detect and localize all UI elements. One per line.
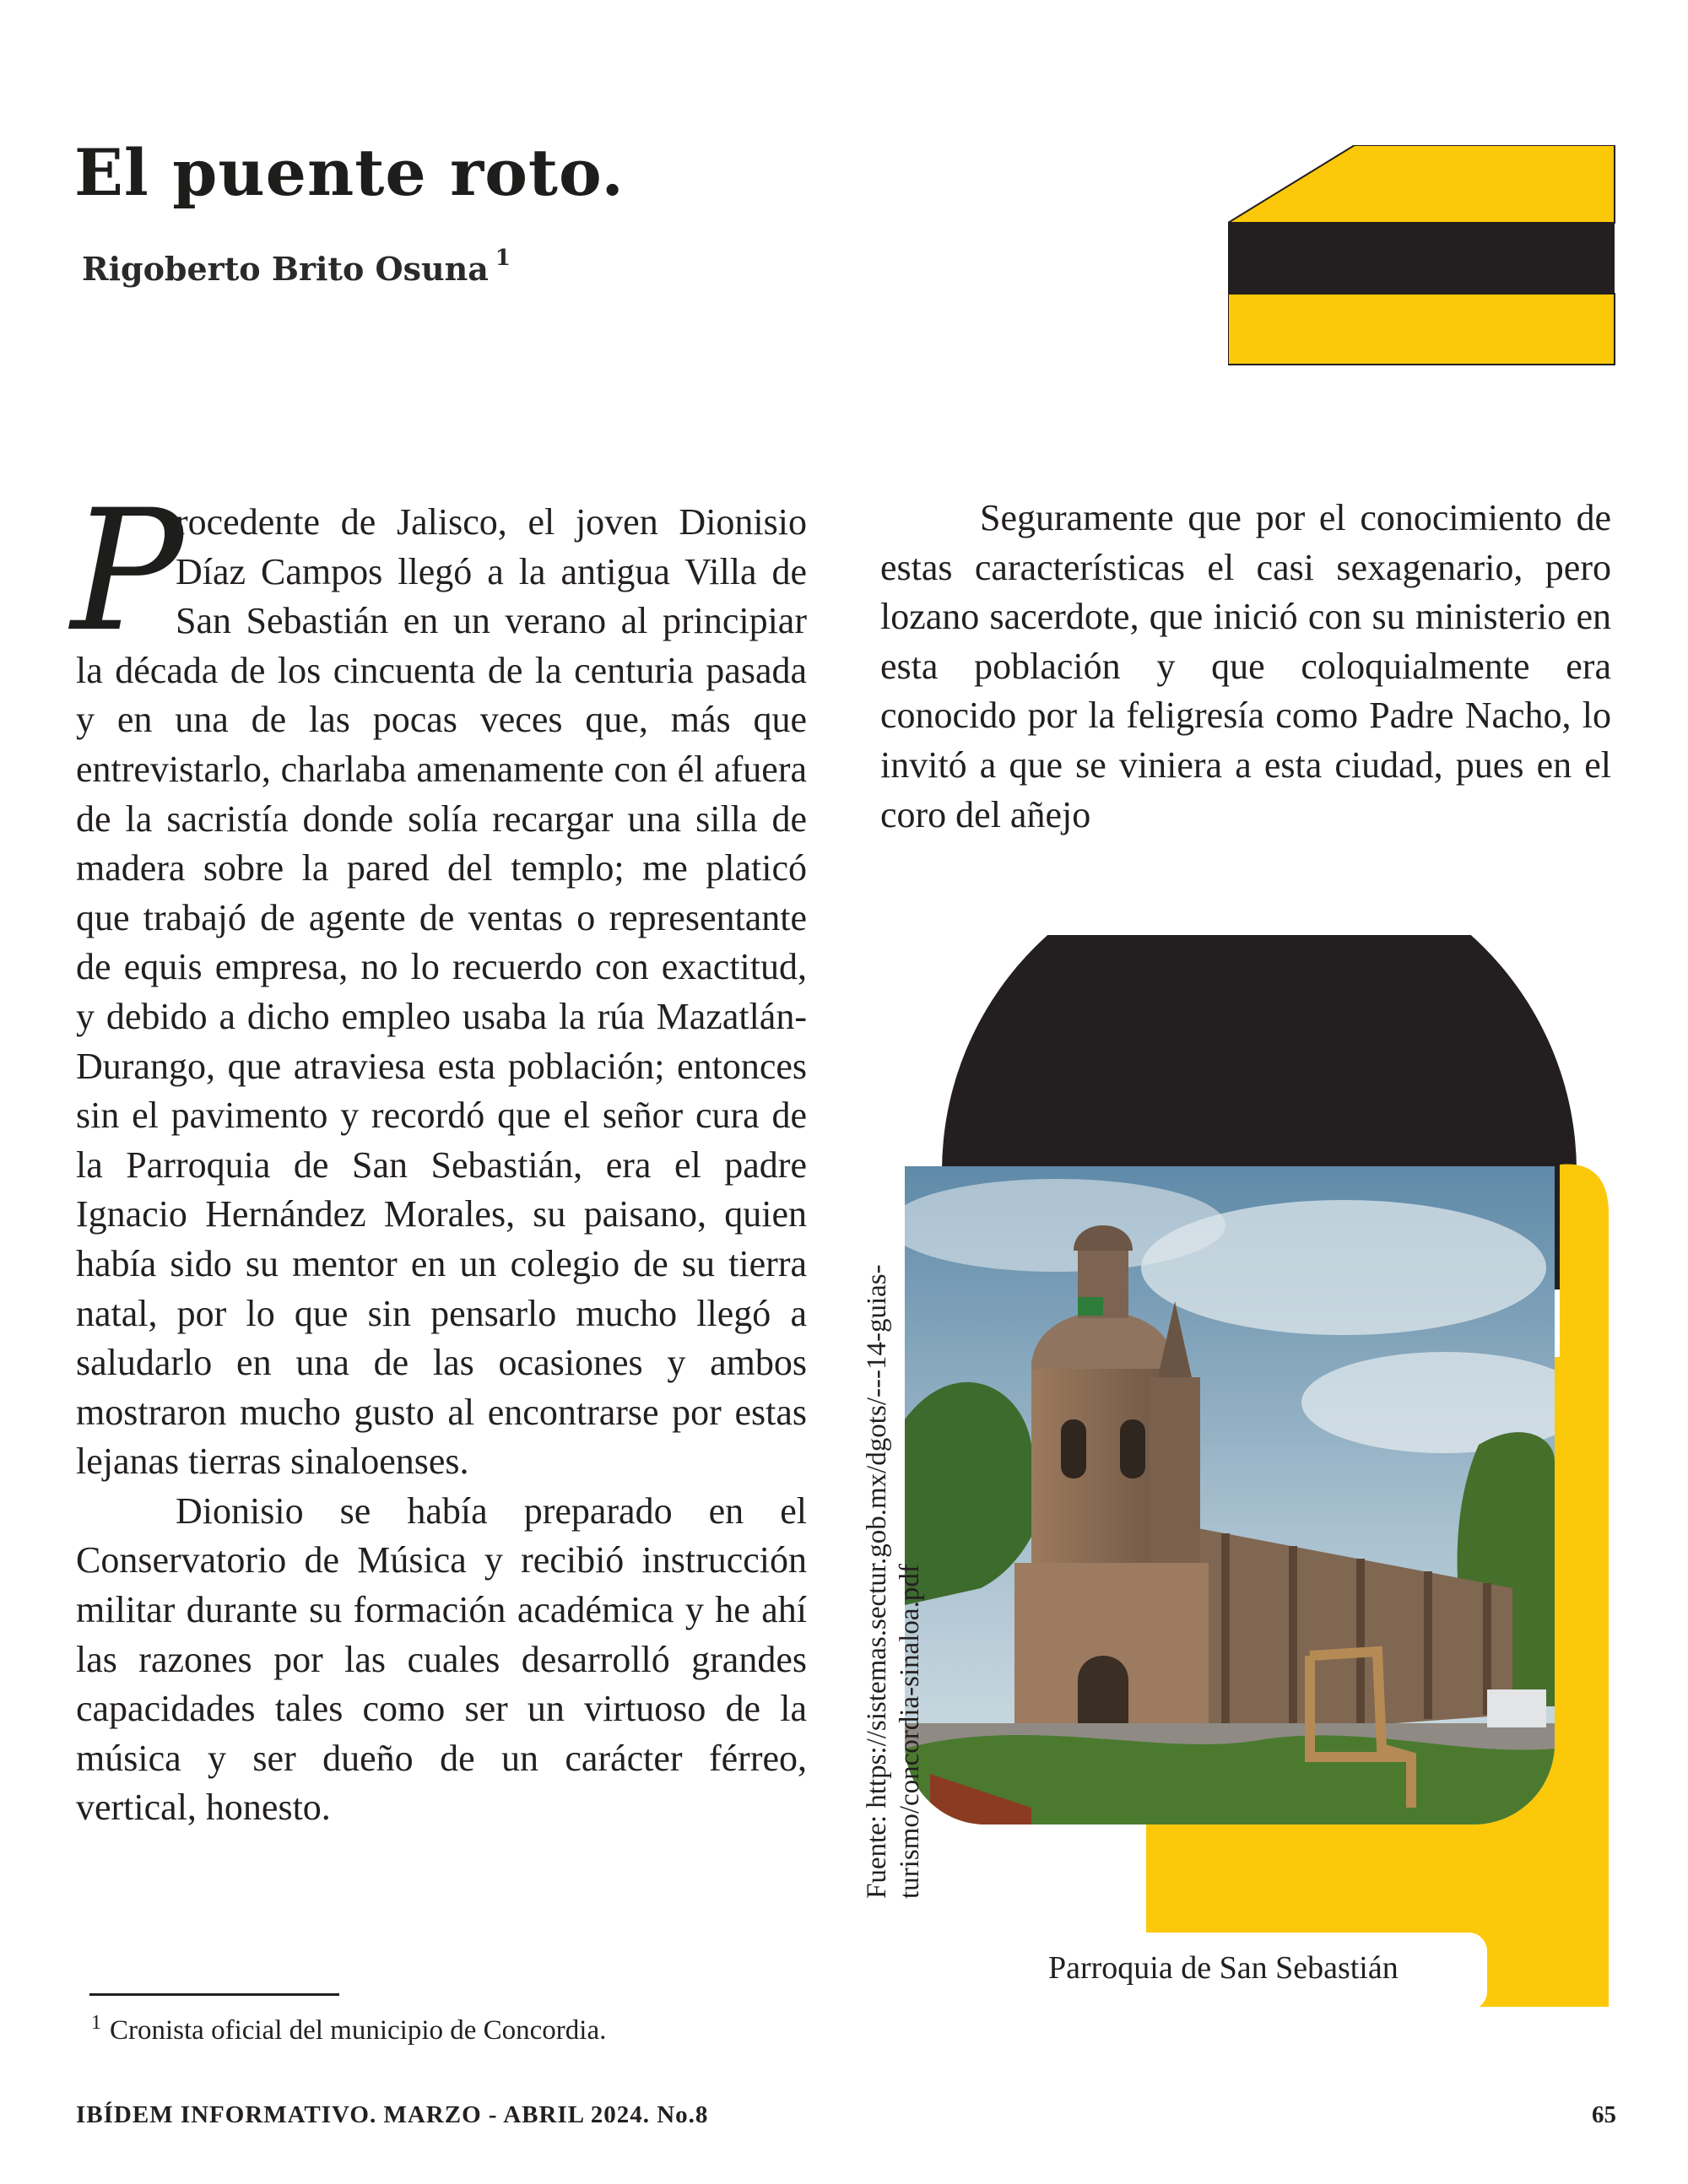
tower-window (1061, 1419, 1086, 1479)
photo-source-credit (861, 1143, 958, 1899)
tower-window (1120, 1419, 1145, 1479)
footnote-divider (89, 1993, 339, 1996)
flag (1078, 1297, 1103, 1316)
page-number: 65 (1592, 2101, 1616, 2128)
footnote-marker: 1 (91, 2012, 101, 2034)
footnote-text: Cronista oficial del municipio de Concordia. (110, 2015, 607, 2046)
source-line: Fuente: https://sistemas.sectur.gob.mx/dgots/---14-guias- (862, 1264, 892, 1899)
publication-footer: IBÍDEM INFORMATIVO. MARZO - ABRIL 2024. No.8 (76, 2101, 709, 2128)
drop-cap: P (71, 473, 184, 668)
article-title: El puente roto. (74, 135, 625, 210)
church-photo (905, 1166, 1555, 1825)
parked-vehicle (1487, 1689, 1546, 1727)
photo-caption: Parroquia de San Sebastián (1048, 1950, 1399, 1986)
church-illustration (905, 1166, 1555, 1825)
paragraph: Dionisio se había preparado en el Conservatorio de Música y recibió instrucción militar durante su formación académica y he ahí las razones por las cuales desarrolló grandes capacidades tales como ser un virtuoso de la música y ser dueño de un carácter férreo, vertical, honesto. (76, 1489, 807, 1829)
paragraph: Seguramente que por el conocimiento de estas características el casi sexagenario, pero lozano sacerdote, que inició con su ministerio en esta población y que coloquialmente era conocido por la feligresía como Padre Nacho, lo invitó a que se viniera a esta ciudad, pues en el coro del añejo (880, 497, 1611, 835)
paragraph: rocedente de Jalisco, el joven Dionisio Díaz Campos llegó a la antigua Villa de San Sebastián en un verano al principiar la década de los cincuenta de la centuria pasada y en una de las pocas veces que, más que entrevistarlo, charlaba amenamente con él afuera de la sacristía donde solía recargar una silla de madera sobre la pared del templo; me platicó que trabajó de agente de ventas o representante de equis empresa, no lo recuerdo con exactitud, y debido a dicho empleo usaba la rúa Mazatlán-Durango, que atraviesa esta población; entonces sin el pavimento y recordó que el señor cura de la Parroquia de San Sebastián, era el padre Ignacio Hernández Morales, su paisano, quien había sido su mentor en un colegio de su tierra natal, por lo que sin pensarlo mucho llegó a saludarlo en una de las ocasiones y ambos mostraron mucho gusto al encontrarse por estas lejanas tierras sinaloenses. (76, 501, 807, 1483)
author-text: Rigoberto Brito Osuna (82, 250, 489, 288)
footnote-marker: 1 (495, 246, 511, 271)
source-line: turismo/concordia-sinaloa.pdf (895, 1564, 925, 1899)
yellow-stripe-bottom (1228, 294, 1615, 365)
body-column-left (71, 473, 807, 1833)
footnote (91, 2012, 607, 2046)
yellow-stripe-top (1228, 145, 1615, 223)
author-name (82, 246, 511, 288)
decorative-stripes (1228, 145, 1625, 366)
black-stripe (1228, 223, 1615, 294)
body-column-right (880, 494, 1611, 840)
